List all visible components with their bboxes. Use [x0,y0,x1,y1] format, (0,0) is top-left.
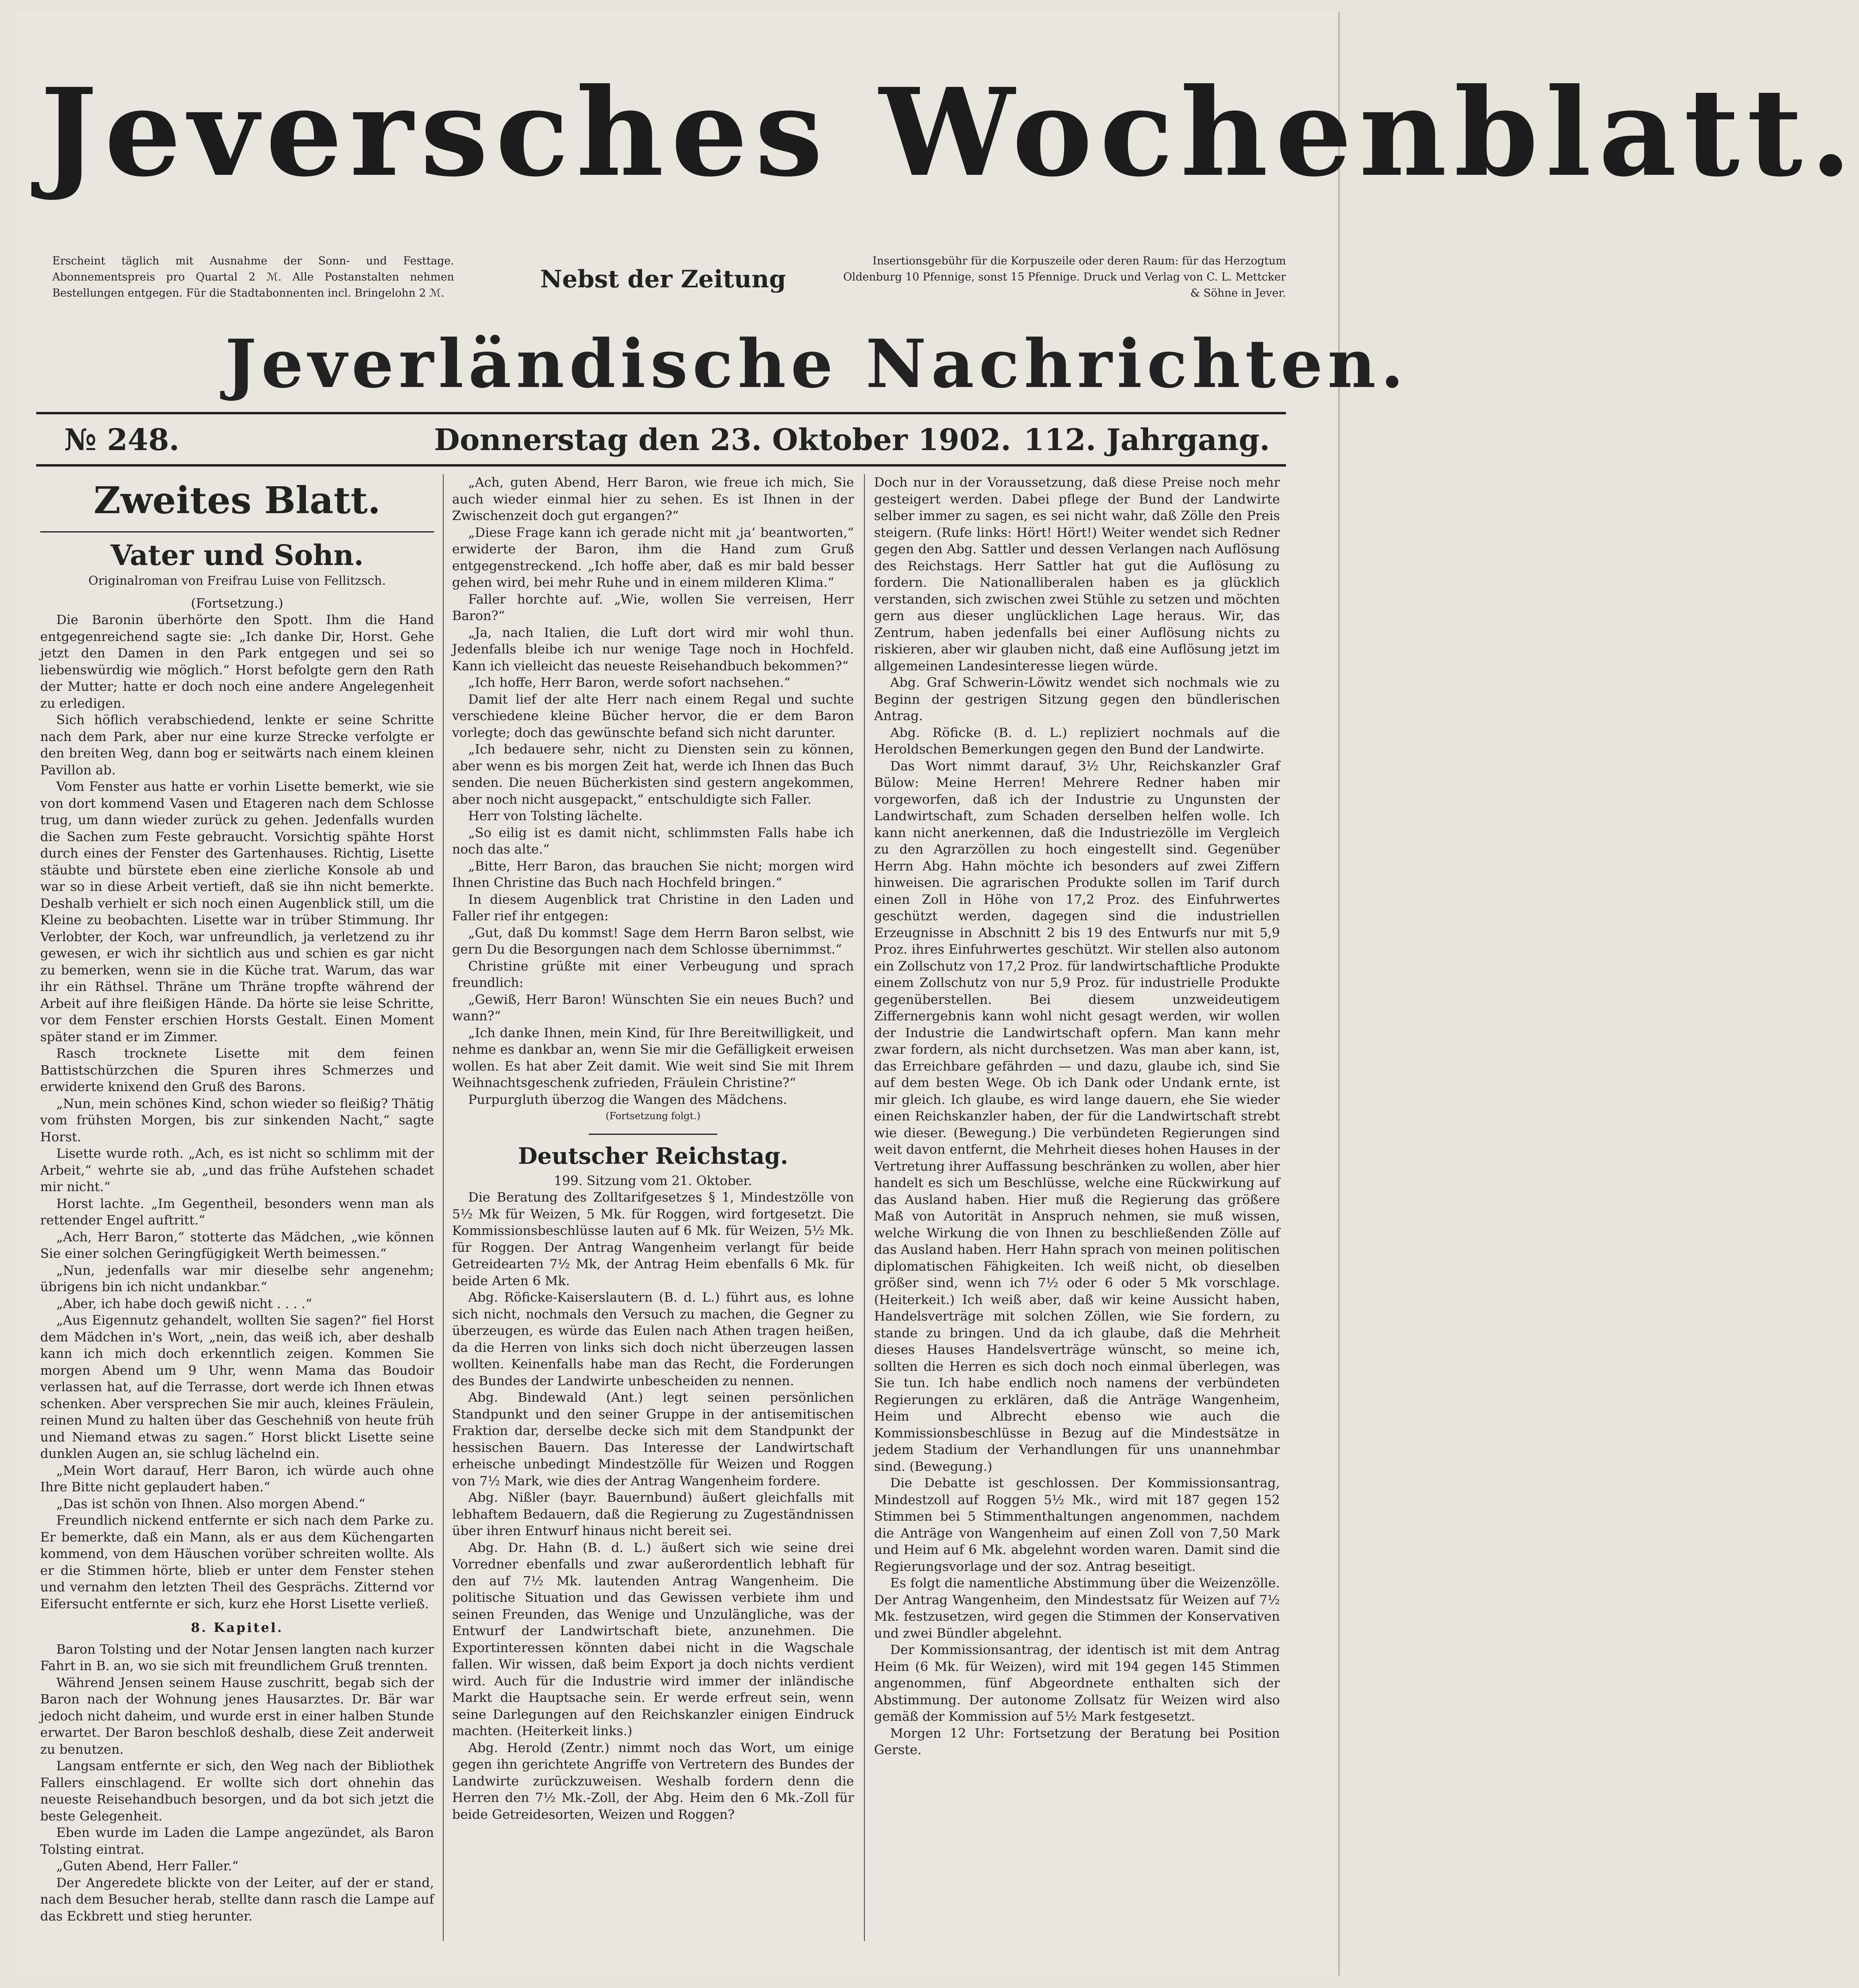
paragraph: Die Baronin überhörte den Spott. Ihm die Hand entgegenreichend sagte sie: „Ich danke Dir, Horst. Gehe jetzt den Damen in den Park entgegen und sei so liebenswürdig wie möglich.“ Horst befolgte gern den Rath der Mutter; hatte er doch noch eine andere Angelegenheit zu erledigen. [40,612,434,711]
paragraph: „Diese Frage kann ich gerade nicht mit ‚ja‘ beantworten,“ erwiderte der Baron, ihm die Hand zum Gruß entgegenstreckend. „Ich hoffe aber, daß es mir bald besser gehen wird, bei mehr Ruhe und in einem milderen Klima.“ [452,524,854,590]
bottom-rule [36,464,1286,467]
continuation-note: (Fortsetzung.) [191,595,283,611]
paragraph: „Ach, Herr Baron,“ stotterte das Mädchen, „wie können Sie einer solchen Geringfügigkeit Werth beimessen.“ [40,1229,434,1261]
column-2 [452,474,854,1953]
paragraph: „Ach, guten Abend, Herr Baron, wie freue ich mich, Sie auch wieder einmal hier zu sehen. Es ist Ihnen in der Zwischenzeit doch gut ergangen?“ [452,475,854,523]
paragraph: Abg. Bindewald (Ant.) legt seinen persönlichen Standpunkt und den seiner Gruppe in der antisemitischen Fraktion dar, derselbe decke sich mit dem Standpunkt der hessischen Bauern. Das Interesse der Landwirtschaft erheische unbedingt Mindestzölle für Weizen und Roggen von 7½ Mark, wie dies der Antrag Wangenheim fordere. [452,1390,854,1488]
paragraph: Die Debatte ist geschlossen. Der Kommissionsantrag, Mindestzoll auf Roggen 5½ Mk., wird mit 187 gegen 152 Stimmen bei 5 Stimmenthaltungen angenommen, nachdem die Anträge von Wangenheim auf einen Zoll von 7,50 Mark und Heim auf 6 Mk. abgelehnt worden waren. Damit sind die Regierungsvorlage und der soz. Antrag beseitigt. [874,1475,1280,1574]
paragraph: „Nun, mein schönes Kind, schon wieder so fleißig? Thätig vom frühsten Morgen, bis zur sinkenden Nacht,“ sagte Horst. [40,1095,434,1144]
subtitle: Jeverländische Nachrichten. [225,325,1409,403]
paragraph: „Ich danke Ihnen, mein Kind, für Ihre Bereitwilligkeit, und nehme es dankbar an, wenn Sie mir die Gefälligkeit erweisen wollen. Es hat aber Zeit damit. Wie weit sind Sie mit Ihrem Weihnachtsgeschenk zufrieden, Fräulein Christine?“ [452,1025,854,1090]
paragraph: Christine grüßte mit einer Verbeugung und sprach freundlich: [452,958,854,990]
paragraph: Abg. Herold (Zentr.) nimmt noch das Wort, um einige gegen ihn gerichtete Angriffe von Vertretern des Bundes der Landwirte zurückzuweisen. Weshalb fordern denn die Herren den 7½ Mk.-Zoll, der Abg. Heim den 6 Mk.-Zoll für beide Getreidesorten, Weizen und Roggen? [452,1740,854,1822]
top-rule [36,412,1286,414]
paragraph: „Gewiß, Herr Baron! Wünschten Sie ein neues Buch? und wann?“ [452,991,854,1024]
paragraph: Lisette wurde roth. „Ach, es ist nicht so schlimm mit der Arbeit,“ wehrte sie ab, „und das frühe Aufstehen schadet mir nicht.“ [40,1146,434,1194]
paragraph: Morgen 12 Uhr: Fortsetzung der Beratung bei Position Gerste. [874,1725,1280,1757]
paragraph: „Aus Eigennutz gehandelt, wollten Sie sagen?“ fiel Horst dem Mädchen in's Wort, „nein, das weiß ich, aber deshalb kann ich mich doch erkenntlich zeigen. Kommen Sie morgen Abend um 9 Uhr, wenn Mama das Boudoir verlassen hat, auf die Terrasse, dort werde ich Ihnen etwas schenken. Aber versprechen Sie mir auch, kleines Fräulein, reinen Mund zu halten über das Geschehniß von heute früh und Niemand etwas zu sagen.“ Horst blickt Lisette seine dunklen Augen an, sie schlug lächelnd ein. [40,1312,434,1461]
paragraph: Abg. Röficke-Kaiserslautern (B. d. L.) führt aus, es lohne sich nicht, nochmals den Versuch zu machen, die Gegner zu überzeugen, es würde das Eulen nach Athen tragen heißen, da die Herren von links sich doch nicht überzeugen lassen wollten. Keinenfalls habe man das Recht, die Forderungen des Bundes der Landwirte unbescheiden zu nennen. [452,1290,854,1388]
paragraph: Abg. Röficke (B. d. L.) repliziert nochmals auf die Heroldschen Bemerkungen gegen den Bund der Landwirte. [874,725,1280,757]
paragraph: Das Wort nimmt darauf, 3½ Uhr, Reichskanzler Graf Bülow: Meine Herren! Mehrere Redner haben mir vorgeworfen, daß ich der Industrie zu Ungunsten der Landwirtschaft, zum Schaden derselben helfen wolle. Ich kann nicht anerkennen, daß die Industriezölle im Vergleich zu den Agrarzöllen zu hoch eingestellt sind. Gegenüber Herrn Abg. Hahn möchte ich besonders auf zwei Ziffern hinweisen. Die agrarischen Produkte sollen im Tarif durch einen Zoll in Höhe von 17,2 Proz. des Einfuhrwertes geschützt werden, dagegen sind die industriellen Erzeugnisse in Abschnitt 2 bis 19 des Entwurfs nur mit 5,9 Proz. ihres Einfuhrwertes geschützt. Wir stellen also autonom ein Zollschutz von 17,2 Proz. für landwirtschaftliche Produkte einem Zollschutz von nur 5,9 Proz. für industrielle Produkte gegenüberstellen. Bei diesem unzweideutigem Ziffernergebnis kann wohl nicht gesagt werden, wir wollen der Industrie die Landwirtschaft opfern. Man kann mehr zwar fordern, als nicht durchsetzen. Was man aber kann, ist, das Erreichbare gefährden — und dazu, glaube ich, sind Sie auf dem besten Wege. Ob ich Dank oder Undank ernte, ist mir gleich. Ich glaube, es wird lange dauern, ehe Sie wieder einen Reichskanzler haben, der für die Landwirtschaft strebt wie dieser. (Bewegung.) Die verbündeten Regierungen sind weit davon entfernt, die Mehrheit dieses hohen Hauses in der Vertretung ihrer Auffassung beschränken zu wollen, aber hier handelt es sich um Beschlüsse, welche eine Rückwirkung auf das Ausland haben. Hier muß die Regierung das größere Maß von Autorität in Anspruch nehmen, sie muß wissen, welche Wirkung die von Ihnen zu beschließenden Zölle auf das Ausland haben. Herr Hahn sprach von meinen politischen diplomatischen Fähigkeiten. Ich weiß nicht, ob dieselben größer sind, wenn ich 7½ oder 6 oder 5 Mk vorschlage. (Heiterkeit.) Ich weiß aber, daß wir keine Aussicht haben, Handelsverträge mit solchen Zöllen, wie Sie fordern, zu stande zu bringen. Und da ich glaube, daß die Mehrheit dieses Hauses Handelsverträge wünscht, so meine ich, sollten die Herren es sich doch noch einmal überlegen, was Sie tun. Ich habe endlich noch namens der verbündeten Regierungen zu erklären, daß die Anträge Wangenheim, Heim und Albrecht ebenso wie auch die Kommissionsbeschlüsse in Bezug auf die Mindestsätze in jedem Stadium der Verhandlungen für uns unannehmbar sind. (Bewegung.) [874,758,1280,1474]
paragraph: Eben wurde im Laden die Lampe angezündet, als Baron Tolsting eintrat. [40,1825,434,1857]
section-title: Zweites Blatt. [93,479,381,522]
paragraph: Der Kommissionsantrag, der identisch ist mit dem Antrag Heim (6 Mk. für Weizen), wird mit 194 gegen 145 Stimmen angenommen, fünf Abgeordnete enthalten sich der Abstimmung. Der autonome Zollsatz für Weizen wird also gemäß der Kommission auf 5½ Mark festgesetzt. [874,1642,1280,1724]
paragraph: Doch nur in der Voraussetzung, daß diese Preise noch mehr gesteigert werden. Dabei pflege der Bund der Landwirte selber immer zu sagen, es sei nicht wahr, daß Zölle den Preis steigern. (Rufe links: Hört! Hört!) Weiter wendet sich Redner gegen den Abg. Sattler und dessen Verlangen nach Auflösung des Reichstags. Herr Sattler hat gut die Auflösung zu fordern. Die Nationalliberalen haben es ja glücklich verstanden, sich zwischen zwei Stühle zu setzen und möchten gern aus dieser unglücklichen Lage heraus. Wir, das Zentrum, haben jedenfalls bei einer Auflösung nichts zu riskieren, aber wir glauben nicht, daß eine Auflösung jetzt im allgemeinen Landesinteresse liegen würde. [874,475,1280,674]
paragraph: „Guten Abend, Herr Faller.“ [56,1858,239,1873]
paragraph: Baron Tolsting und der Notar Jensen langten nach kurzer Fahrt in B. an, wo sie sich mit freundlichem Gruß trennten. [40,1641,434,1673]
column-1 [40,474,434,1953]
paragraph: „Nun, jedenfalls war mir dieselbe sehr angenehm; übrigens bin ich nicht undankbar.“ [40,1262,434,1294]
paragraph: „Aber, ich habe doch gewiß nicht . . . .“ [56,1296,312,1311]
paragraph: „Das ist schön von Ihnen. Also morgen Abend.“ [56,1496,365,1511]
paragraph: „Ja, nach Italien, die Luft dort wird mir wohl thun. Jedenfalls bleibe ich nur wenige Tage noch in Hochfeld. Kann ich vielleicht das neueste Reisehandbuch bekommen?“ [452,624,854,674]
masthead-title: Jeversches Wochenblatt. [40,61,1859,203]
paragraph: Abg. Graf Schwerin-Löwitz wendet sich nochmals wie zu Beginn der gestrigen Sitzung gegen den bündlerischen Antrag. [874,675,1280,723]
paragraph: „Ich bedauere sehr, nicht zu Diensten sein zu können, aber wenn es bis morgen Zeit hat, werde ich Ihnen das Buch senden. Die neuen Bücherkisten sind gestern angekommen, aber noch nicht ausgepackt,“ entschuldigte sich Faller. [452,741,854,807]
volume-year: 112. Jahrgang. [1024,423,1270,457]
paragraph: In diesem Augenblick trat Christine in den Laden und Faller rief ihr entgegen: [452,891,854,923]
session-line: 199. Sitzung vom 21. Oktober. [554,1173,752,1188]
divider [589,1134,717,1135]
paragraph: „Gut, daß Du kommst! Sage dem Herrn Baron selbst, wie gern Du die Besorgungen nach dem Schlosse übernimmst.“ [452,925,854,957]
paragraph: Die Beratung des Zolltarifgesetzes § 1, Mindestzölle von 5½ Mk für Weizen, 5 Mk. für Roggen, wird fortgesetzt. Die Kommissionsbeschlüsse lauten auf 6 Mk. für Weizen, 5½ Mk. für Roggen. Der Antrag Wangenheim verlangt für beide Getreidearten 7½ Mk, der Antrag Heim ebenfalls 6 Mk. für beide Arten 6 Mk. [452,1190,854,1288]
newspaper-page [16,12,1859,1976]
divider [40,531,434,532]
paragraph: Purpurgluth überzog die Wangen des Mädchens. [468,1091,787,1107]
paragraph: Sich höflich verabschiedend, lenkte er seine Schritte nach dem Park, aber nur eine kurze Strecke verfolgte er den breiten Weg, dann bog er seitwärts nach einem kleinen Pavillon ab. [40,712,434,778]
paragraph: Herr von Tolsting lächelte. [468,808,643,823]
advertising-info: Insertionsgebühr für die Korpuszeile oder deren Raum: für das Herzogtum Oldenburg 10 Pfennige, sonst 15 Pfennige. Druck und Verlag von C. L. Mettcker & Söhne in Jever. [843,255,1286,299]
paragraph: Vom Fenster aus hatte er vorhin Lisette bemerkt, wie sie von dort kommend Vasen und Etageren nach dem Schlosse trug, um dann wieder zurück zu gehen. Jedenfalls wurden die Sachen zum Feste gebraucht. Vorsichtig spähte Horst durch eines der Fenster des Gartenhauses. Richtig, Lisette stäubte und bürstete eben eine zierliche Konsole ab und war so in diese Arbeit vertieft, daß sie ihn nicht bemerkte. Deshalb verhielt er sich noch einen Augenblick still, um die Kleine zu beobachten. Lisette war in trüber Stimmung. Ihr Verlobter, der Koch, war unfreundlich, ja verletzend zu ihr gewesen, er wich ihr sichtlich aus und schien es gar nicht zu bemerken, wenn sie in die Küche trat. Warum, das war ihr ein Räthsel. Thräne um Thräne tropfte während der Arbeit auf ihre fleißigen Hände. Da hörte sie leise Schritte, vor dem Fenster erschien Horsts Gestalt. Einen Moment später stand er im Zimmer. [40,779,434,1044]
subscription-info: Erscheint täglich mit Ausnahme der Sonn- und Festtage. Abonnementspreis pro Quartal 2 ℳ. Alle Postanstalten nehmen Bestellungen entgegen. Für die Stadtabonnenten incl. Bringelohn 2 ℳ. [52,255,454,299]
issue-date: Donnerstag den 23. Oktober 1902. [434,423,1011,457]
article-title: Vater und Sohn. [111,538,364,572]
paragraph: Während Jensen seinem Hause zuschritt, begab sich der Baron nach der Wohnung jenes Hausarztes. Dr. Bär war jedoch nicht daheim, und wurde erst in einer halben Stunde erwartet. Der Baron beschloß deshalb, diese Zeit anderweit zu benutzen. [40,1675,434,1757]
issue-number: № 248. [64,423,180,457]
paragraph: Abg. Nißler (bayr. Bauernbund) äußert gleichfalls mit lebhaftem Bedauern, daß die Regierung zu Zugeständnissen über ihren Entwurf hinaus nicht bereit sei. [452,1490,854,1538]
dateline [40,418,1286,462]
continuation-note: (Fortsetzung folgt.) [606,1110,700,1122]
paragraph: „Ich hoffe, Herr Baron, werde sofort nachsehen.“ [468,675,791,690]
paragraph: Freundlich nickend entfernte er sich nach dem Parke zu. Er bemerkte, daß ein Mann, als er aus dem Küchengarten kommend, von dem Häuschen vorüber schreiten wollte. Als er die Stimmen hörte, blieb er unter dem Fenster stehen und vernahm den letzten Theil des Gesprächs. Zitternd vor Eifersucht entfernte er sich, kurz ehe Horst Lisette verließ. [40,1513,434,1611]
paragraph: Rasch trocknete Lisette mit dem feinen Battistschürzchen die Spuren ihres Schmerzes und erwiderte knixend den Gruß des Barons. [40,1046,434,1094]
supplement-note: Nebst der Zeitung [540,265,786,293]
paragraph: „Bitte, Herr Baron, das brauchen Sie nicht; morgen wird Ihnen Christine das Buch nach Hochfeld bringen.“ [452,858,854,890]
paragraph: Horst lachte. „Im Gegentheil, besonders wenn man als rettender Engel auftritt.“ [40,1196,434,1228]
paragraph: Faller horchte auf. „Wie, wollen Sie verreisen, Herr Baron?“ [452,591,854,623]
chapter-heading: 8. Kapitel. [190,1620,284,1635]
paragraph: Der Angeredete blickte von der Leiter, auf der er stand, nach dem Besucher herab, stellte dann rasch die Lampe auf das Eckbrett und stieg herunter. [40,1875,434,1924]
paragraph: Damit lief der alte Herr nach einem Regal und suchte verschiedene kleine Bücher hervor, die er dem Baron vorlegte; doch das gewünschte befand sich nicht darunter. [452,691,854,740]
column-divider [864,474,865,1941]
article-title: Deutscher Reichstag. [518,1142,788,1169]
column-divider [443,474,444,1941]
article-byline: Originalroman von Freifrau Luise von Fellitzsch. [88,574,386,588]
paragraph: „So eilig ist es damit nicht, schlimmsten Falls habe ich noch das alte.“ [452,825,854,857]
paragraph: Langsam entfernte er sich, den Weg nach der Bibliothek Fallers einschlagend. Er wollte sich dort ohnehin das neueste Reisehandbuch besorgen, und da bot sich jetzt die beste Gelegenheit. [40,1758,434,1824]
paragraph: Es folgt die namentliche Abstimmung über die Weizenzölle. Der Antrag Wangenheim, den Mindestsatz für Weizen auf 7½ Mk. festzusetzen, wird gegen die Stimmen der Konservativen und zwei Bündler abgelehnt. [874,1575,1280,1641]
paragraph: Abg. Dr. Hahn (B. d. L.) äußert sich wie seine drei Vorredner ebenfalls und zwar außerordentlich lebhaft für den auf 7½ Mk. lautenden Antrag Wangenheim. Die politische Situation und das Gewissen verbiete ihm und seinen Freunden, das Wenige und Unzulängliche, was der Entwurf der Landwirtschaft biete, anzunehmen. Die Exportinteressen könnten dabei nicht in die Wagschale fallen. Wir wissen, daß beim Export ja doch nichts verdient wird. Auch für die Industrie wird immer der inländische Markt die Hauptsache sein. Er werde erfreut sein, wenn seine Darlegungen auf den Reichskanzler einigen Eindruck machten. (Heiterkeit links.) [452,1540,854,1738]
column-3 [874,474,1280,1953]
paragraph: „Mein Wort darauf, Herr Baron, ich würde auch ohne Ihre Bitte nicht geplaudert haben.“ [40,1462,434,1495]
